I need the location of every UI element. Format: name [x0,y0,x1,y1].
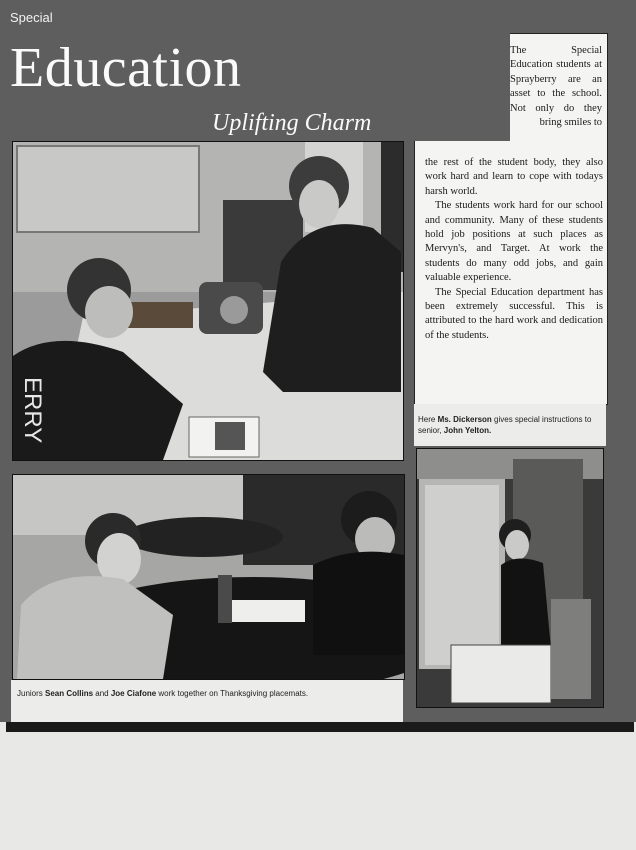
article-paragraph-2: The students work hard for our school and community. Many of these students hold job positions at such places as Mervyn's, and Target. At work the students do many odd jobs, and gain valuable experience. [425,200,603,284]
photo-caption-instruction: Here Ms. Dickerson gives special instructions to senior, John Yelton. [418,415,592,435]
caption-name-ciafone: Joe Ciafone [110,689,157,698]
photo-kitchen-freezer-image [417,449,603,707]
photo-caption-placemats: Juniors Sean Collins and Joe Ciafone work together on Thanksgiving placemats. [17,689,309,698]
bottom-divider-rule [6,722,634,732]
caption-name-yelton: John Yelton. [443,426,492,435]
photo-kitchen-freezer [416,448,604,708]
article-body [425,156,603,343]
article-intro-rest: the rest of the student body, they also work hard and learn to cope with todays harsh world. [425,157,603,197]
caption-name-dickerson: Ms. Dickerson [437,415,492,424]
photo-classroom-instruction [12,141,404,461]
bottom-caption-background [11,680,403,722]
page-subtitle: Uplifting Charm [212,110,372,136]
page-title: Education [10,37,242,99]
photo-classroom-instruction-image [13,142,403,460]
article-intro: The Special Education students at Sprayberry are an asset to the school. Not only do they bring smiles to [510,45,602,129]
photo-placemats-juniors-image [13,475,404,679]
photo-placemats-juniors [12,474,405,680]
section-kicker: Special [10,10,53,25]
article-paragraph-3: The Special Education department has been extremely successful. This is attributed to the hard work and dedication of the students. [425,286,603,341]
jacket-lettering: ERRY [19,377,46,444]
caption-name-collins: Sean Collins [45,689,94,698]
